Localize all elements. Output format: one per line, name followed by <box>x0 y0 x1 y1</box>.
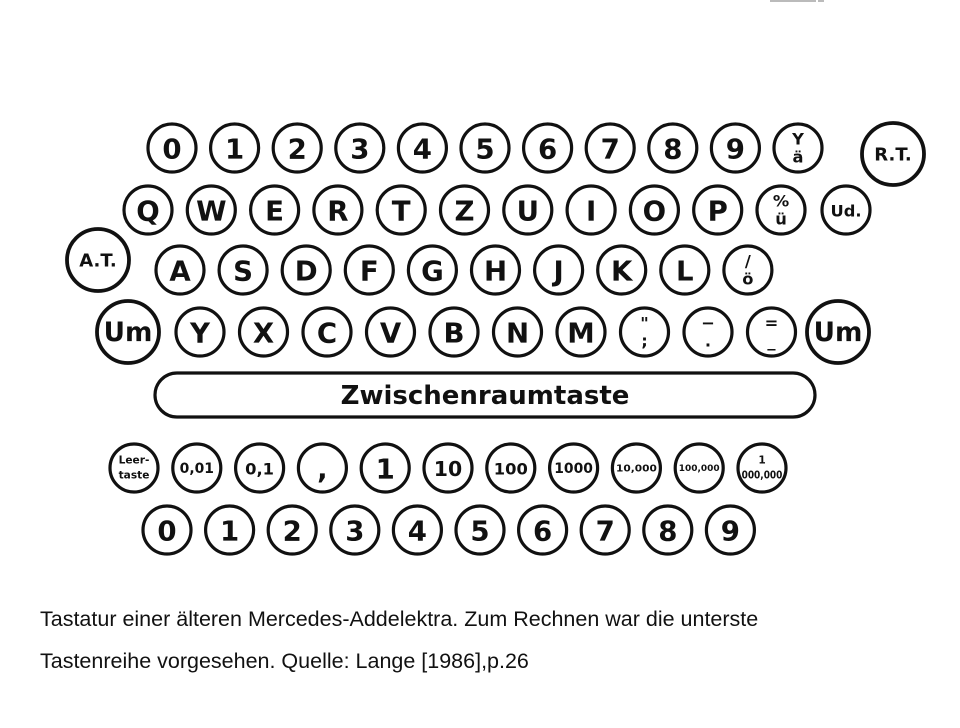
scan-speck <box>818 0 824 2</box>
key-s <box>219 246 267 294</box>
digit-key-1 <box>206 506 254 554</box>
key-label: 1000 <box>554 461 593 477</box>
key-label-bottom: ö <box>742 269 754 289</box>
calc-key-100000 <box>675 444 723 492</box>
key-e <box>251 186 299 234</box>
key-2 <box>273 124 321 172</box>
key-ü <box>757 186 805 234</box>
key-label-top: % <box>772 191 790 211</box>
key-label-top: 1 <box>758 454 766 467</box>
scan-speck <box>770 0 816 2</box>
key-k7 <box>621 308 669 356</box>
key-label: 4 <box>407 514 428 548</box>
key-1 <box>211 124 259 172</box>
key-label: 2 <box>282 514 302 548</box>
key-label: 0 <box>162 132 182 166</box>
calc-key-1 <box>361 444 409 492</box>
key-label-top: Y <box>792 129 804 149</box>
key-label: , <box>317 452 328 486</box>
key-label: R <box>327 194 349 228</box>
figure-caption-line-2: Tastenreihe vorgesehen. Quelle: Lange [1986],p.26 <box>40 649 529 673</box>
digit-key-3 <box>331 506 379 554</box>
key-label-top: − <box>701 313 715 333</box>
calc-key-leertaste <box>110 444 158 492</box>
key-label: S <box>233 254 254 288</box>
key-7 <box>586 124 634 172</box>
key-label-top: / <box>744 251 751 271</box>
key-label: 100,000 <box>678 464 720 474</box>
digit-key-4 <box>393 506 441 554</box>
calc-key-10000 <box>612 444 660 492</box>
key-um-left <box>97 301 159 363</box>
key-label-bottom: . <box>704 331 712 351</box>
key-label: 6 <box>532 514 553 548</box>
key-label-bottom: _ <box>767 331 776 351</box>
key-label-top: Leer- <box>118 454 150 467</box>
key-label: E <box>265 194 285 228</box>
key-y <box>176 308 224 356</box>
key-5 <box>461 124 509 172</box>
calc-key-1000000 <box>738 444 786 492</box>
key-c <box>303 308 351 356</box>
key-t <box>377 186 425 234</box>
key-label: 0,01 <box>179 461 214 477</box>
key-label: 0 <box>157 514 177 548</box>
key-yä <box>774 124 822 172</box>
key-o <box>630 186 678 234</box>
key-rt <box>862 123 924 185</box>
key-at <box>67 229 129 291</box>
key-6 <box>524 124 572 172</box>
key-outline <box>738 444 786 492</box>
key-b <box>430 308 478 356</box>
key-label: G <box>421 254 444 288</box>
key-label: H <box>483 254 508 288</box>
key-label-bottom: 000,000 <box>741 469 783 482</box>
key-label: M <box>567 316 595 350</box>
key-label: 1 <box>224 132 245 166</box>
space-bar-label: Zwischenraumtaste <box>340 381 630 411</box>
key-k8 <box>684 308 732 356</box>
key-a <box>156 246 204 294</box>
key-label: U <box>516 194 540 228</box>
key-m <box>557 308 605 356</box>
key-z <box>441 186 489 234</box>
digit-key-0 <box>143 506 191 554</box>
key-outline <box>110 444 158 492</box>
key-k <box>598 246 646 294</box>
calc-key-1000 <box>550 444 598 492</box>
key-8 <box>649 124 697 172</box>
key-i <box>567 186 615 234</box>
key-label: P <box>707 194 728 228</box>
key-label: C <box>316 316 338 350</box>
key-label: 4 <box>412 132 433 166</box>
figure-caption-line-1: Tastatur einer älteren Mercedes-Addelektra. Zum Rechnen war die unterste <box>40 607 759 631</box>
key-label: R.T. <box>874 144 912 166</box>
key-label: T <box>391 194 411 228</box>
key-label: F <box>359 254 379 288</box>
key-label-bottom: ä <box>792 147 804 167</box>
key-label: 1 <box>219 514 240 548</box>
key-label: 5 <box>475 132 495 166</box>
key-n <box>494 308 542 356</box>
key-label: 3 <box>345 514 365 548</box>
key-d <box>282 246 330 294</box>
key-9 <box>711 124 759 172</box>
key-label: 100 <box>493 459 528 479</box>
key-q <box>124 186 172 234</box>
key-k9 <box>748 308 796 356</box>
key-label-bottom: ; <box>641 331 648 351</box>
key-label: B <box>443 316 465 350</box>
key-0 <box>148 124 196 172</box>
key-label-top: = <box>764 313 779 333</box>
key-r <box>314 186 362 234</box>
key-label: 7 <box>595 514 615 548</box>
key-label: 7 <box>600 132 620 166</box>
key-label-bottom: ü <box>775 209 787 229</box>
key-label: 5 <box>470 514 490 548</box>
key-label: Um <box>813 318 863 348</box>
key-label: Q <box>136 194 160 228</box>
key-w <box>187 186 235 234</box>
key-label: 2 <box>287 132 307 166</box>
key-label: D <box>294 254 318 288</box>
key-label: 10,000 <box>616 463 657 475</box>
key-label: L <box>676 254 694 288</box>
calc-key-10 <box>424 444 472 492</box>
key-label: 8 <box>663 132 683 166</box>
key-label: 0,1 <box>245 459 275 479</box>
key-label-top: " <box>640 313 649 333</box>
digit-key-2 <box>268 506 316 554</box>
key-label: V <box>379 316 402 350</box>
key-label: J <box>553 254 564 288</box>
key-f <box>345 246 393 294</box>
key-h <box>472 246 520 294</box>
key-u <box>504 186 552 234</box>
space-bar-key <box>155 373 815 417</box>
digit-key-6 <box>519 506 567 554</box>
key-p <box>694 186 742 234</box>
key-label: Z <box>454 194 475 228</box>
digit-key-5 <box>456 506 504 554</box>
key-label: W <box>196 194 227 228</box>
digit-key-9 <box>706 506 754 554</box>
digit-key-8 <box>644 506 692 554</box>
key-label: Um <box>103 318 153 348</box>
key-label-bottom: taste <box>118 469 150 482</box>
key-g <box>408 246 456 294</box>
key-label: 3 <box>350 132 370 166</box>
key-label: 1 <box>375 452 395 486</box>
key-label: X <box>252 316 275 350</box>
key-label: A.T. <box>79 250 117 272</box>
key-l <box>661 246 709 294</box>
key-label: Ud. <box>830 201 862 221</box>
key-ud <box>822 186 870 234</box>
key-ö <box>724 246 772 294</box>
key-j <box>535 246 583 294</box>
calc-key-01 <box>236 444 284 492</box>
key-4 <box>398 124 446 172</box>
key-label: K <box>611 254 633 288</box>
key-label: Y <box>190 316 210 350</box>
key-label: 6 <box>537 132 558 166</box>
key-label: I <box>585 194 597 228</box>
key-label: N <box>505 316 530 350</box>
calc-key-100 <box>487 444 535 492</box>
key-label: A <box>169 254 191 288</box>
calc-key-001 <box>173 444 221 492</box>
key-label: 8 <box>658 514 678 548</box>
calc-key-k3 <box>298 444 346 492</box>
key-label: 10 <box>433 457 463 481</box>
key-x <box>240 308 288 356</box>
key-label: 9 <box>725 132 746 166</box>
key-3 <box>336 124 384 172</box>
digit-key-7 <box>581 506 629 554</box>
key-v <box>367 308 415 356</box>
key-label: O <box>642 194 667 228</box>
key-um-right <box>807 301 869 363</box>
key-label: 9 <box>720 514 741 548</box>
